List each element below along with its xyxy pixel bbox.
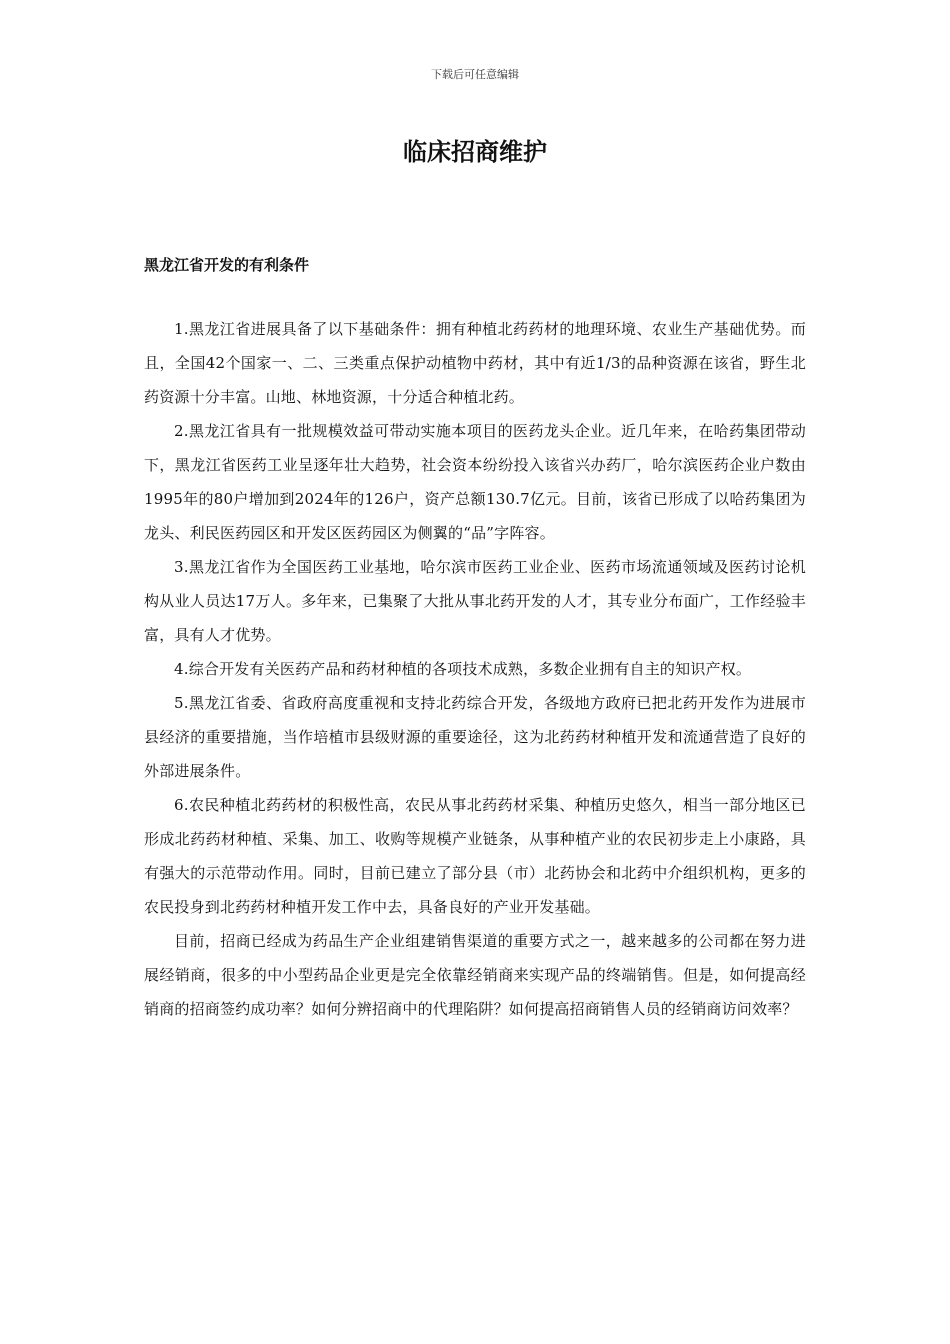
section-heading: 黑龙江省开发的有利条件 (144, 256, 310, 274)
paragraph-condition-3: 3.黑龙江省作为全国医药工业基地，哈尔滨市医药工业企业、医药市场流通领域及医药讨论机构从业人员达17万人。多年来，已集聚了大批从事北药开发的人才，其专业分布面广，工作经验丰富，具有人才优势。 (144, 558, 806, 644)
paragraph-condition-2: 2.黑龙江省具有一批规模效益可带动实施本项目的医药龙头企业。近几年来，在哈药集团带动下，黑龙江省医药工业呈逐年壮大趋势，社会资本纷纷投入该省兴办药厂，哈尔滨医药企业户数由1995年的80户增加到2024年的126户，资产总额130.7亿元。目前，该省已形成了以哈药集团为龙头、利民医药园区和开发区医药园区为侧翼的“品”字阵容。 (144, 422, 806, 542)
paragraph-condition-1: 1.黑龙江省进展具备了以下基础条件：拥有种植北药药材的地理环境、农业生产基础优势。而且，全国42个国家一、二、三类重点保护动植物中药材，其中有近1/3的品种资源在该省，野生北药资源十分丰富。山地、林地资源，十分适合种植北药。 (144, 320, 806, 406)
paragraph-condition-5: 5.黑龙江省委、省政府高度重视和支持北药综合开发，各级地方政府已把北药开发作为进展市县经济的重要措施，当作培植市县级财源的重要途径，这为北药药材种植开发和流通营造了良好的外部进展条件。 (144, 694, 806, 780)
document-body (144, 312, 806, 1026)
paragraph-condition-6: 6.农民种植北药药材的积极性高，农民从事北药药材采集、种植历史悠久，相当一部分地区已形成北药药材种植、采集、加工、收购等规模产业链条，从事种植产业的农民初步走上小康路，具有强大的示范带动作用。同时，目前已建立了部分县（市）北药协会和北药中介组织机构，更多的农民投身到北药药材种植开发工作中去，具备良好的产业开发基础。 (144, 796, 806, 916)
document-title: 临床招商维护 (403, 138, 547, 166)
paragraph-condition-4: 4.综合开发有关医药产品和药材种植的各项技术成熟，多数企业拥有自主的知识产权。 (174, 660, 752, 678)
page-header-note: 下载后可任意编辑 (431, 68, 519, 81)
paragraph-conclusion: 目前，招商已经成为药品生产企业组建销售渠道的重要方式之一，越来越多的公司都在努力进展经销商，很多的中小型药品企业更是完全依靠经销商来实现产品的终端销售。但是，如何提高经销商的招商签约成功率？如何分辨招商中的代理陷阱？如何提高招商销售人员的经销商访问效率？ (144, 932, 806, 1018)
